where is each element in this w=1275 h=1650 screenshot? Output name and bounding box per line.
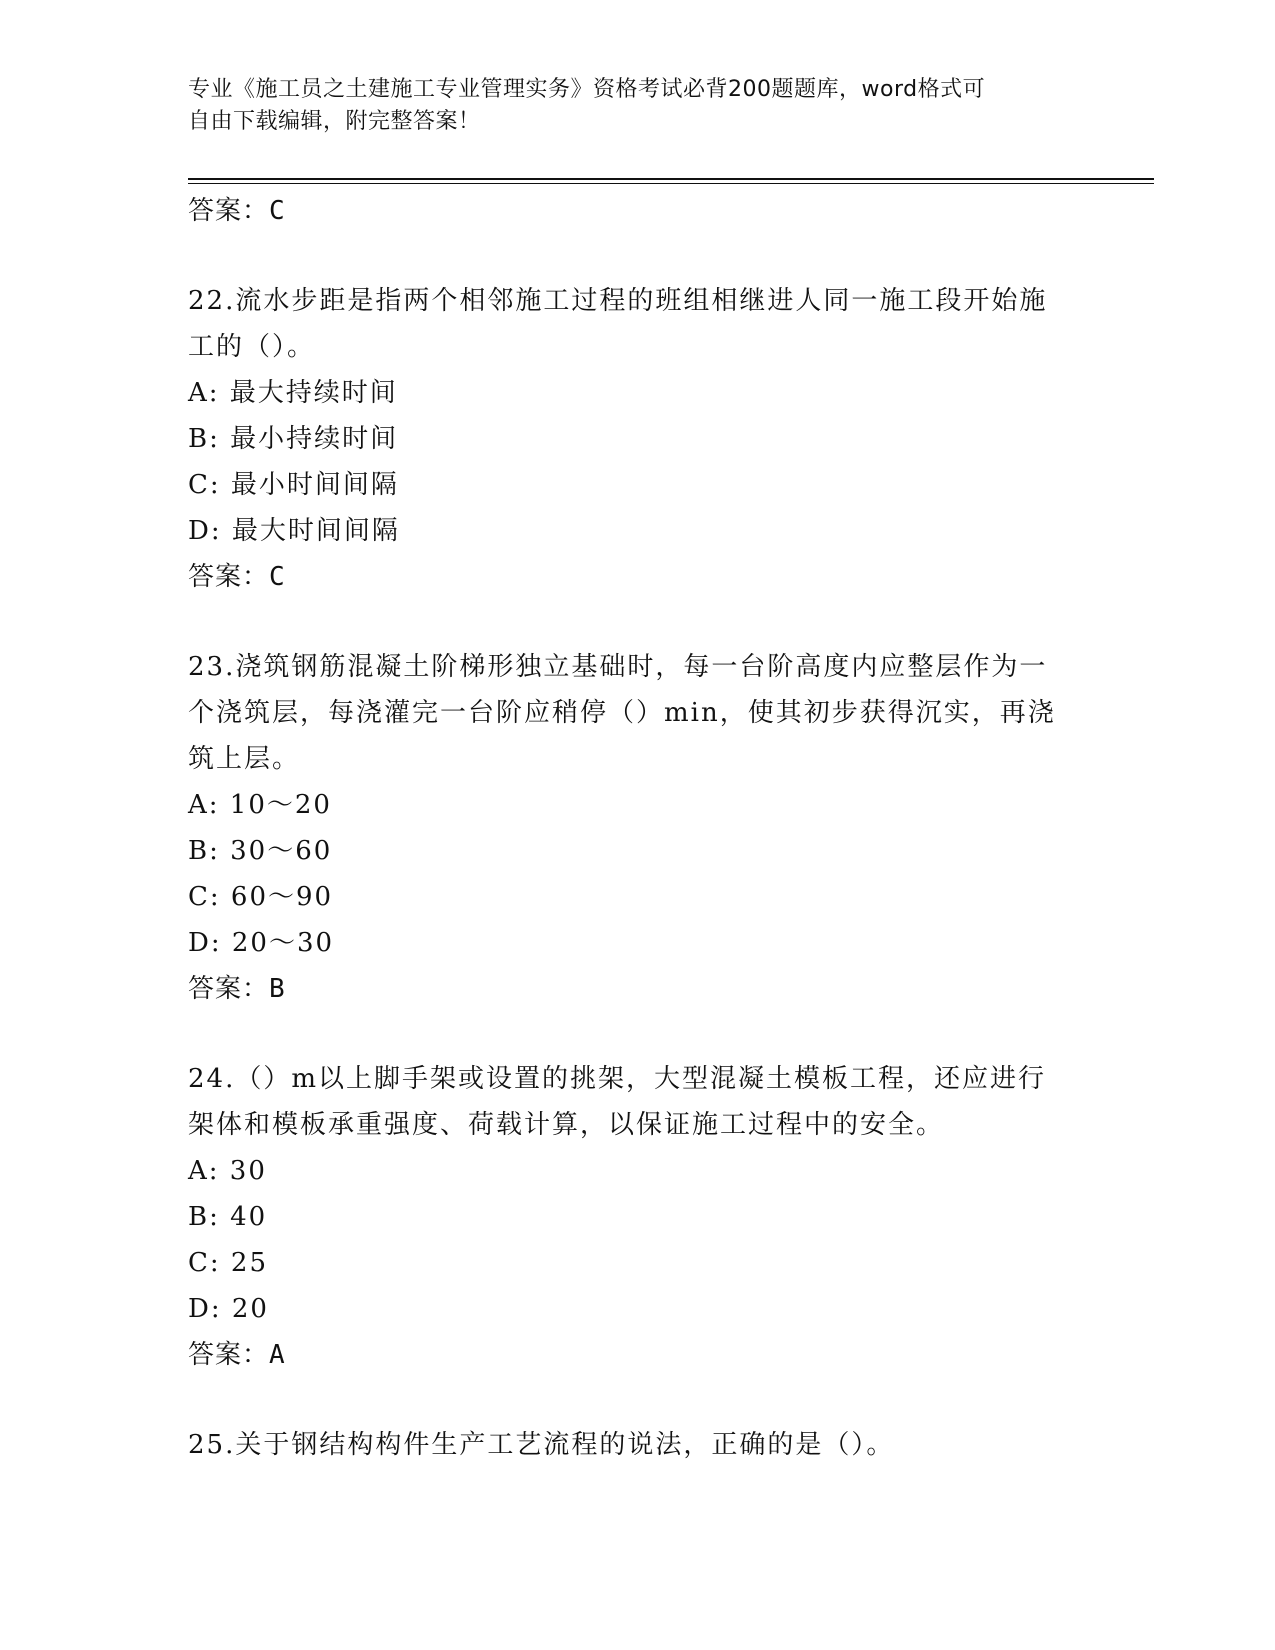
option-d: D: 20～30: [188, 928, 335, 958]
previous-answer: 答案：C: [188, 196, 286, 226]
header-divider-thin: [188, 183, 1154, 184]
spacer: [188, 1012, 1088, 1056]
header-divider-thick: [188, 178, 1154, 180]
answer-line: 答案：A: [188, 1340, 286, 1370]
question-text-line: 工的（）。: [188, 332, 316, 362]
option-c: C: 60～90: [188, 882, 334, 912]
question-block: [188, 644, 1088, 1012]
question-block: [188, 1422, 1088, 1468]
spacer: [188, 234, 1088, 278]
question-list: [188, 188, 1088, 1468]
question-block: [188, 1056, 1088, 1378]
option-a: A: 最大持续时间: [188, 378, 398, 408]
question-text-line: 架体和模板承重强度、荷载计算，以保证施工过程中的安全。: [188, 1110, 945, 1140]
answer-line: 答案：C: [188, 562, 286, 592]
question-text-line: 个浇筑层，每浇灌完一台阶应稍停（）min，使其初步获得沉实，再浇: [188, 698, 1056, 728]
option-b: B: 最小持续时间: [188, 424, 399, 454]
option-d: D: 20: [188, 1294, 269, 1324]
spacer: [188, 1378, 1088, 1422]
option-d: D: 最大时间间隔: [188, 516, 400, 546]
option-b: B: 30～60: [188, 836, 333, 866]
header-line-2: 自由下载编辑，附完整答案！: [188, 109, 481, 134]
answer-line: 答案：B: [188, 974, 286, 1004]
option-c: C: 最小时间间隔: [188, 470, 399, 500]
option-a: A: 30: [188, 1156, 267, 1186]
spacer: [188, 600, 1088, 644]
header-line-1: 专业《施工员之土建施工专业管理实务》资格考试必背200题题库，word格式可: [188, 77, 986, 102]
option-a: A: 10～20: [188, 790, 332, 820]
option-b: B: 40: [188, 1202, 268, 1232]
question-text-line: 22.流水步距是指两个相邻施工过程的班组相继进人同一施工段开始施: [188, 286, 1048, 316]
question-text-line: 筑上层。: [188, 744, 301, 774]
option-c: C: 25: [188, 1248, 269, 1278]
question-text-line: 25.关于钢结构构件生产工艺流程的说法，正确的是（）。: [188, 1430, 895, 1460]
question-text-line: 23.浇筑钢筋混凝土阶梯形独立基础时，每一台阶高度内应整层作为一: [188, 652, 1048, 682]
question-block: [188, 278, 1088, 600]
question-text-line: 24.（）m以上脚手架或设置的挑架，大型混凝土模板工程，还应进行: [188, 1064, 1047, 1094]
document-header: [188, 74, 1068, 138]
